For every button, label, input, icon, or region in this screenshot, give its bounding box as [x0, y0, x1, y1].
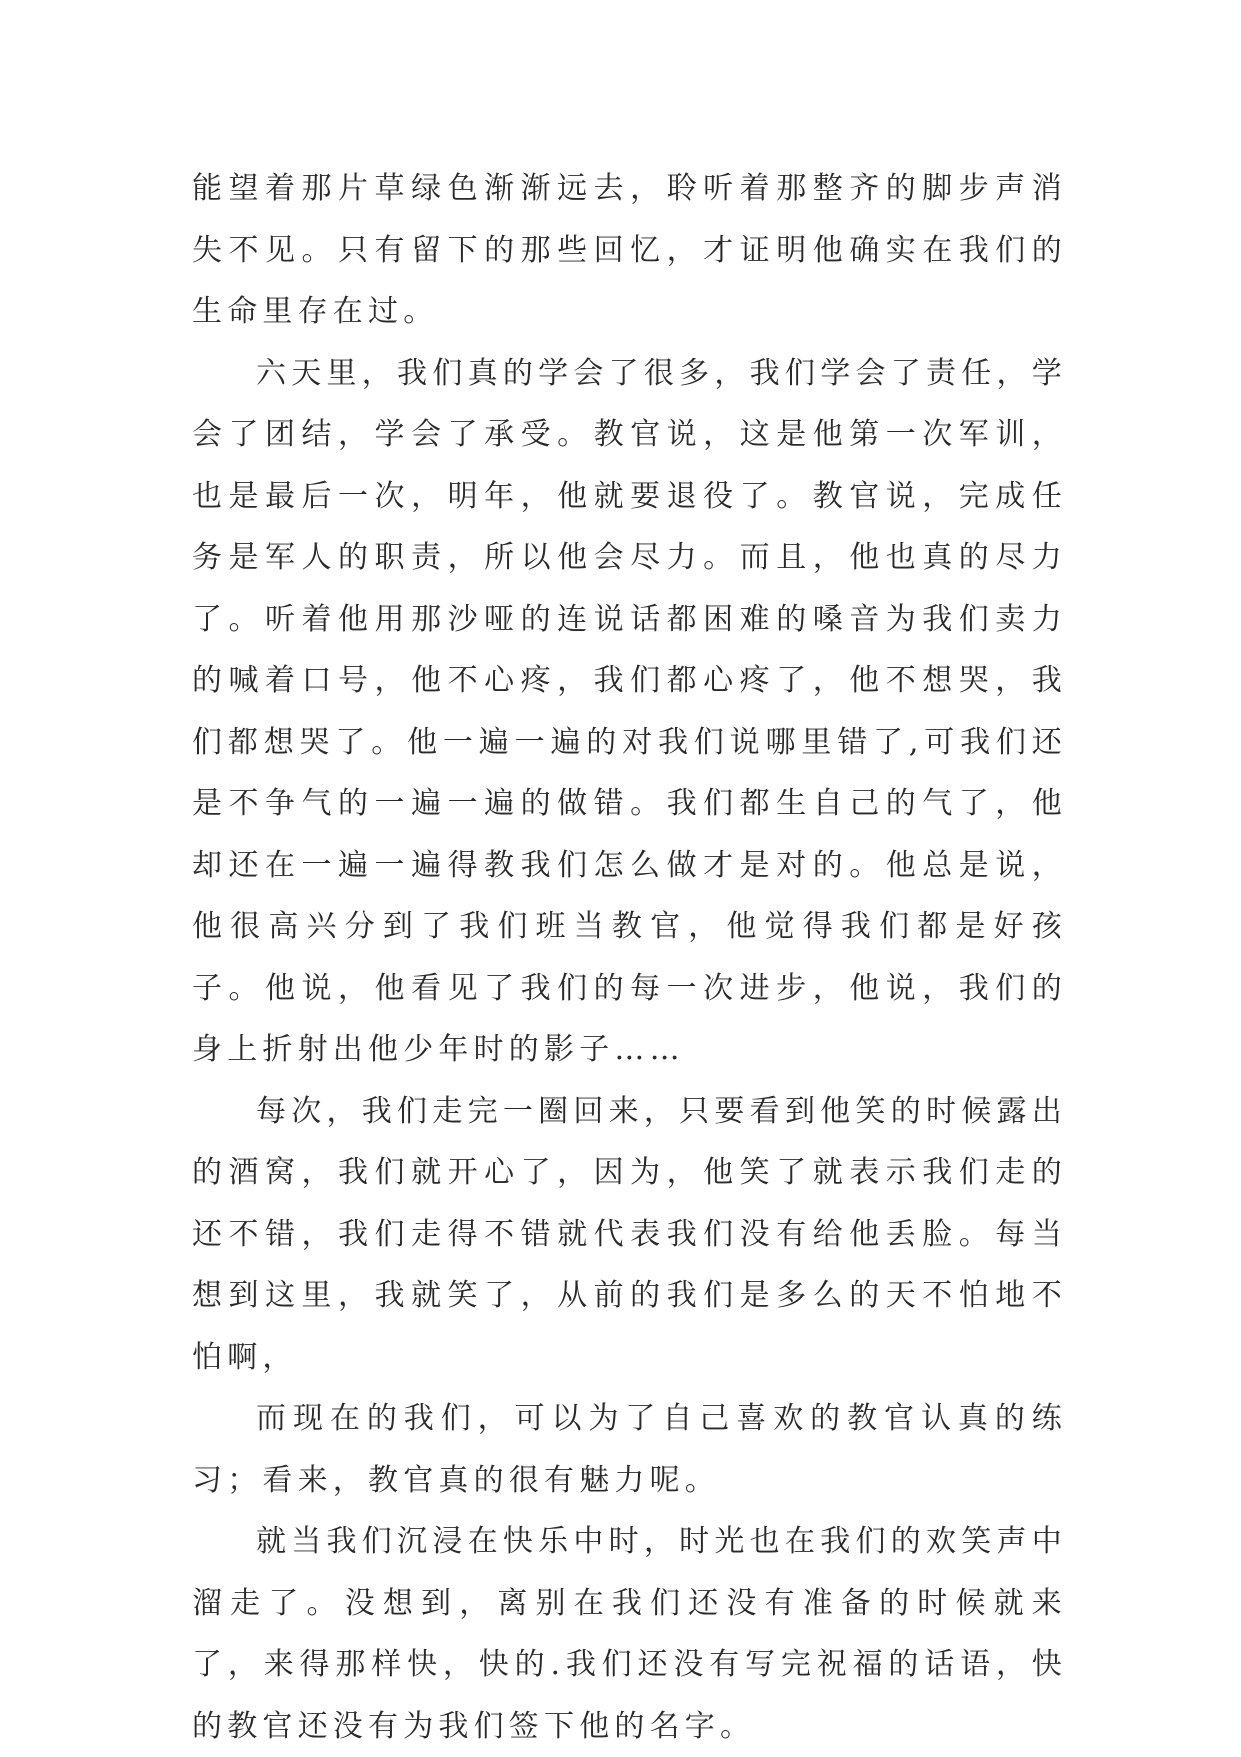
paragraph-1: 能望着那片草绿色渐渐远去，聆听着那整齐的脚步声消失不见。只有留下的那些回忆，才证明他确实在我们的生命里存在过。: [192, 171, 1067, 329]
paragraph-5: 就当我们沉浸在快乐中时，时光也在我们的欢笑声中溜走了。没想到，离别在我们还没有准备的时候就来了，来得那样快，快的.我们还没有写完祝福的话语，快的教官还没有为我们签下他的名字。: [192, 1524, 1067, 1744]
document-body: [192, 158, 1067, 1757]
paragraph-2: 六天里，我们真的学会了很多，我们学会了责任，学会了团结，学会了承受。教官说，这是他第一次军训，也是最后一次，明年，他就要退役了。教官说，完成任务是军人的职责，所以他会尽力。而且，他也真的尽力了。听着他用那沙哑的连说话都困难的嗓音为我们卖力的喊着口号，他不心疼，我们都心疼了，他不想哭，我们都想哭了。他一遍一遍的对我们说哪里错了,可我们还是不争气的一遍一遍的做错。我们都生自己的气了，他却还在一遍一遍得教我们怎么做才是对的。他总是说，他很高兴分到了我们班当教官，他觉得我们都是好孩子。他说，他看见了我们的每一次进步，他说，我们的身上折射出他少年时的影子……: [192, 355, 1067, 1067]
paragraph-4: 而现在的我们，可以为了自己喜欢的教官认真的练习；看来，教官真的很有魅力呢。: [192, 1401, 1067, 1498]
paragraph-3: 每次，我们走完一圈回来，只要看到他笑的时候露出的酒窝，我们就开心了，因为，他笑了就表示我们走的还不错，我们走得不错就代表我们没有给他丢脸。每当想到这里，我就笑了，从前的我们是多么的天不怕地不怕啊，: [192, 1093, 1067, 1375]
